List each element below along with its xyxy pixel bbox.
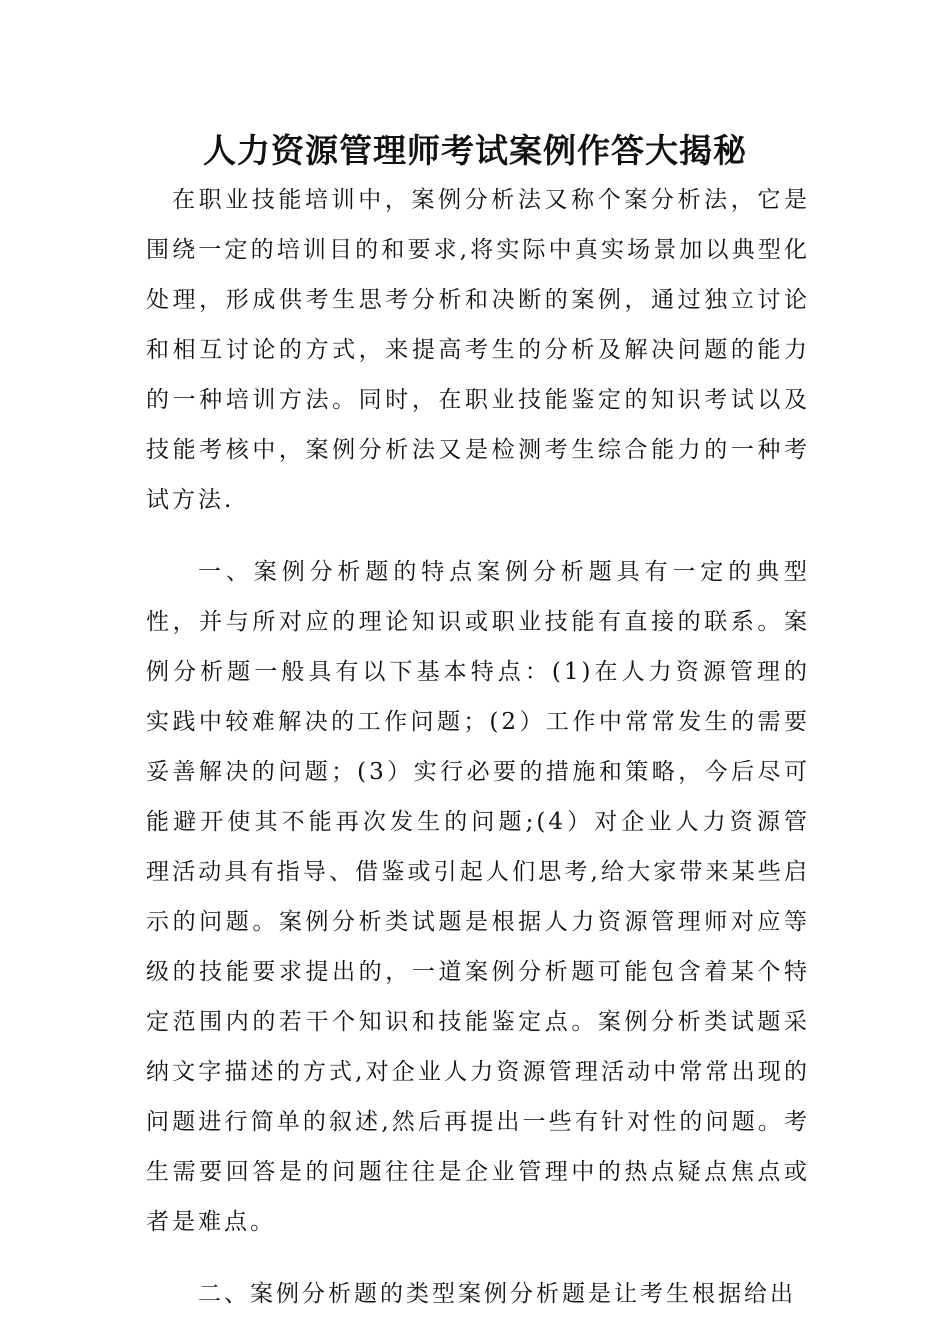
paragraph-intro: 在职业技能培训中，案例分析法又称个案分析法，它是围绕一定的培训目的和要求,将实际中真实场景加以典型化处理，形成供考生思考分析和决断的案例，通过独立讨论和相互讨论的方式，来提高考生的分析及解决问题的能力的一种培训方法。同时，在职业技能鉴定的知识考试以及技能考核中，案例分析法又是检测考生综合能力的一种考试方法.	[146, 187, 810, 513]
document-title: 人力资源管理师考试案例作答大揭秘	[203, 131, 747, 170]
paragraph-section-one: 一、案例分析题的特点案例分析题具有一定的典型性，并与所对应的理论知识或职业技能有直接的联系。案例分析题一般具有以下基本特点：(1)在人力资源管理的实践中较难解决的工作问题；(2）工作中常常发生的需要妥善解决的问题；(3）实行必要的措施和策略，今后尽可能避开使其不能再次发生的问题;(4）对企业人力资源管理活动具有指导、借鉴或引起人们思考,给大家带来某些启示的问题。案例分析类试题是根据人力资源管理师对应等级的技能要求提出的，一道案例分析题可能包含着某个特定范围内的若干个知识和技能鉴定点。案例分析类试题采纳文字描述的方式,对企业人力资源管理活动中常常出现的问题进行简单的叙述,然后再提出一些有针对性的问题。考生需要回答是的问题往往是企业管理中的热点疑点焦点或者是难点。	[146, 559, 810, 1235]
paragraph-section-two: 二、案例分析题的类型案例分析题是让考生根据给出	[198, 1281, 796, 1307]
document-body	[146, 175, 810, 1319]
